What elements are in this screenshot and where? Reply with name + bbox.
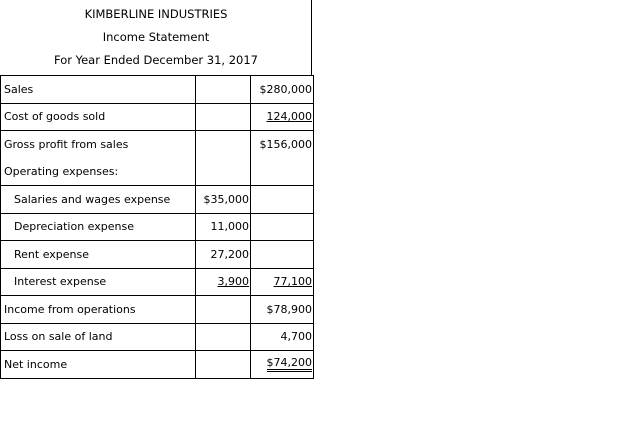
company-name: KIMBERLINE INDUSTRIES	[84, 7, 228, 21]
col2-gross-profit: $156,000	[251, 131, 314, 159]
col2-income-operations: $78,900	[251, 296, 314, 324]
label-gross-profit: Gross profit from sales	[1, 131, 196, 159]
row-sales	[1, 76, 314, 104]
row-loss-land	[1, 323, 314, 351]
row-interest	[1, 268, 314, 296]
col2-interest: 77,100	[273, 275, 312, 289]
col1-operating-expenses	[196, 158, 251, 186]
label-rent: Rent expense	[1, 241, 196, 269]
col1-sales	[196, 76, 251, 104]
row-net-income	[1, 351, 314, 379]
row-cogs	[1, 103, 314, 131]
label-depreciation: Depreciation expense	[1, 213, 196, 241]
col2-operating-expenses	[251, 158, 314, 186]
col1-depreciation: 11,000	[196, 213, 251, 241]
col1-salaries: $35,000	[196, 186, 251, 214]
statement-title: Income Statement	[102, 30, 210, 44]
row-salaries	[1, 186, 314, 214]
col2-rent	[251, 241, 314, 269]
col1-rent: 27,200	[196, 241, 251, 269]
col1-cogs	[196, 103, 251, 131]
col1-gross-profit	[196, 131, 251, 159]
row-depreciation	[1, 213, 314, 241]
col2-depreciation	[251, 213, 314, 241]
label-income-operations: Income from operations	[1, 296, 196, 324]
statement-table	[0, 75, 314, 379]
col2-loss-land: 4,700	[251, 323, 314, 351]
row-income-operations	[1, 296, 314, 324]
row-rent	[1, 241, 314, 269]
label-operating-expenses: Operating expenses:	[1, 158, 196, 186]
row-operating-expenses	[1, 158, 314, 186]
label-salaries: Salaries and wages expense	[1, 186, 196, 214]
col2-sales: $280,000	[251, 76, 314, 104]
col1-income-operations	[196, 296, 251, 324]
label-sales: Sales	[1, 76, 196, 104]
col2-salaries	[251, 186, 314, 214]
label-cogs: Cost of goods sold	[1, 103, 196, 131]
col1-interest: 3,900	[217, 275, 249, 289]
label-loss-land: Loss on sale of land	[1, 323, 196, 351]
row-gross-profit	[1, 131, 314, 159]
col2-cogs: 124,000	[266, 110, 312, 124]
col1-net-income	[196, 351, 251, 379]
col1-loss-land	[196, 323, 251, 351]
label-net-income: Net income	[1, 351, 196, 379]
label-interest: Interest expense	[1, 268, 196, 296]
statement-period: For Year Ended December 31, 2017	[53, 53, 258, 67]
col2-net-income: $74,200	[267, 357, 313, 372]
statement-header	[0, 0, 312, 76]
